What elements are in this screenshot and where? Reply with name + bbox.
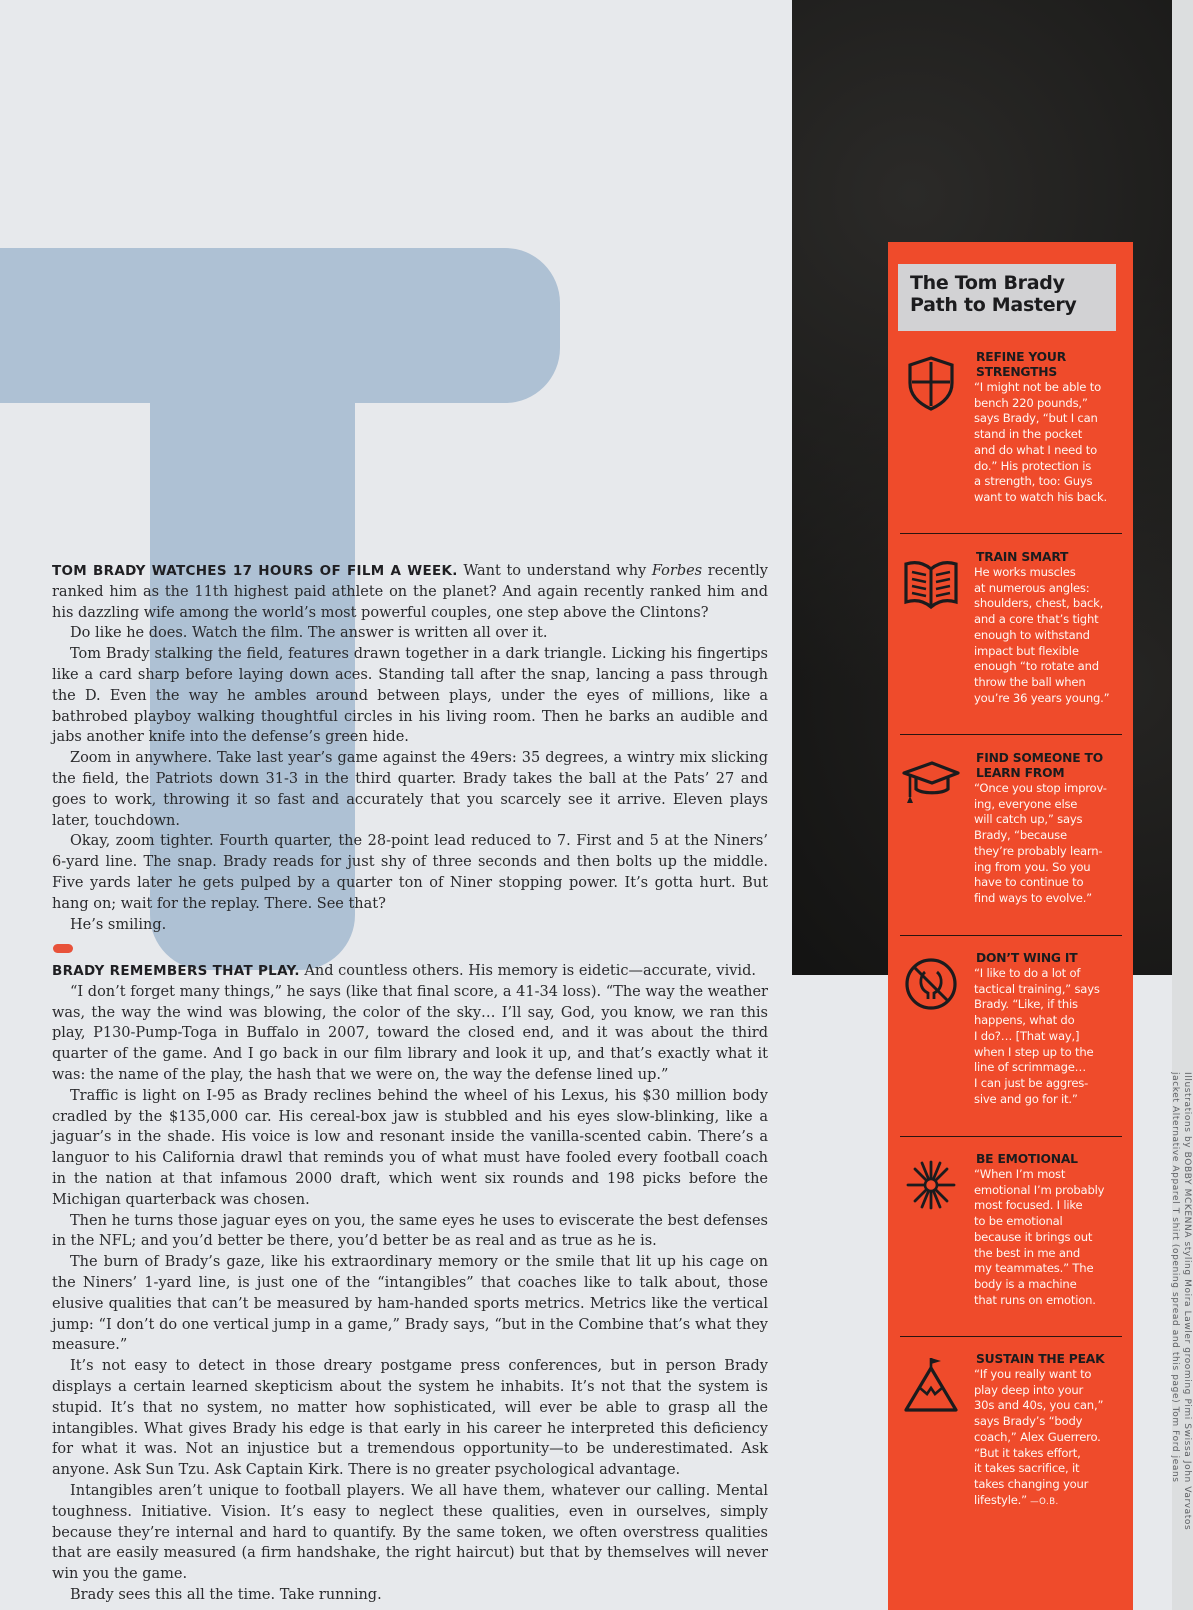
article-paragraph [52, 961, 768, 982]
tip-line: have to continue to [974, 875, 1084, 890]
section-break-marker [53, 944, 73, 953]
article-paragraph: Then he turns those jaguar eyes on you, the same eyes he uses to eviscerate the best defenses in the NFL; and you’d better be there, you’d better be as real and as true as he is. [52, 1212, 768, 1250]
article-paragraph: He’s smiling. [70, 916, 167, 933]
credits-line: jacket Alternative Apparel T shirt (opening spread and this page) Tom Ford jeans [1170, 1072, 1181, 1483]
article-paragraph: “I don’t forget many things,” he says (like that final score, a 41-34 loss). “The way the weather was, the way the wind was blowing, the color of the sky… I’ll say, God, you know, we ran this play, P130-Pump-Toga in Buffalo in 2007, toward the closed end, and it was about the third quarter of the game. And I go back in our film library and look it up, and that’s exactly what it was: the name of the play, the hash that we were on, the way the defense lined up.” [52, 983, 768, 1083]
tip-line: and do what I need to [974, 442, 1098, 457]
tip-heading [976, 1152, 1126, 1167]
credits-line: Illustrations by BOBBY MCKENNA styling Moira Lawler grooming Pimi Swissa John Varvatos [1182, 1072, 1192, 1531]
tip-line: enough to withstand [974, 627, 1090, 642]
tip-line [974, 1493, 1126, 1511]
tip-line: “If you really want to [974, 1367, 1092, 1381]
tip-line: happens, what do [974, 1013, 1075, 1028]
tip-line: “When I’m most [974, 1167, 1066, 1181]
tip-find-someone [888, 747, 1133, 927]
tip-heading [976, 951, 1126, 966]
tip-line: tactical training,” says [974, 981, 1100, 996]
tip-line: will catch up,” says [974, 812, 1083, 827]
tip-heading [976, 550, 1126, 565]
tip-line: do.” His protection is [974, 458, 1092, 473]
tip-text [974, 1167, 1126, 1308]
photo-credits [1162, 1072, 1192, 1542]
tip-line: throw the ball when [974, 674, 1086, 689]
tip-line: coach,” Alex Guerrero. [974, 1429, 1101, 1444]
tip-line: it takes sacrifice, it [974, 1461, 1080, 1476]
tip-heading-line: REFINE YOUR [976, 350, 1066, 364]
tip-be-emotional [888, 1148, 1133, 1328]
tip-heading-line: LEARN FROM [976, 766, 1065, 780]
tip-line: body is a machine [974, 1276, 1077, 1291]
tip-line: impact but flexible [974, 643, 1079, 658]
tip-line: Brady. “Like, if this [974, 997, 1078, 1012]
tip-heading [976, 1352, 1126, 1367]
paragraph-text: Want to understand why [457, 563, 652, 579]
tip-line: a strength, too: Guys [974, 474, 1093, 489]
article-paragraph: It’s not easy to detect in those dreary postgame press conferences, but in person Brady displays a certain learned skepticism about the system he inhabits. It’s not that the system is stupid. It’s that no system, no matter how sophisticated, will ever be able to grasp all the intangibles. What gives Brady his edge is that early in his career he interpreted this deficiency for what it was. Not an injustice but a tremendous opportunity—to be underestimated. Ask anyone. Ask Sun Tzu. Ask Captain Kirk. There is no greater psychological advantage. [52, 1358, 768, 1479]
tip-line: “Once you stop improv- [974, 781, 1107, 795]
tip-line: Brady, “because [974, 828, 1067, 843]
tip-heading-line: DON’T WING IT [976, 951, 1078, 965]
tip-line: enough “to rotate and [974, 659, 1099, 674]
tip-line: I can just be aggres- [974, 1075, 1089, 1090]
tip-divider [900, 1136, 1122, 1137]
publication-name: Forbes [651, 563, 703, 579]
article-paragraph: Intangibles aren’t unique to football players. We all have them, whatever our calling. Mental toughness. Initiative. Vision. It’s easy to neglect these qualities, even in ourselves, simply because they’re internal and hard to quantify. By the same token, we often overstress qualities that are easily measured (a firm handshake, the right haircut) but that by themselves will never win you the game. [52, 1482, 768, 1583]
tip-line: when I step up to the [974, 1044, 1094, 1059]
article-paragraph: Traffic is light on I-95 as Brady reclines behind the wheel of his Lexus, his $30 million body cradled by the $135,000 car. His cereal-box jaw is stubbled and his eyes slow-blinking, like a jaguar’s in the shade. His voice is low and resonant inside the vanilla-scented cabin. There’s a languor to his California drawl that reminds you of what must have fooled every football coach in the nation at that infamous 2000 draft, which went six rounds and 198 picks before the Michigan quarterback was chosen. [52, 1087, 768, 1208]
sidebar-title-line: Path to Mastery [910, 294, 1077, 316]
tip-heading-line: TRAIN SMART [976, 550, 1069, 564]
paragraph-text: recently ranked him as the 11th highest paid athlete on the planet? And again recently ranked him and his dazzling wife among the world’s most powerful couples, one step above the Clintons? [52, 563, 768, 621]
tip-line: they’re probably learn- [974, 843, 1103, 858]
article-section-1 [52, 561, 768, 935]
shield-icon [902, 354, 960, 412]
tip-line-text: lifestyle.” [974, 1492, 1027, 1507]
tip-text [974, 1367, 1126, 1510]
tip-line: the best in me and [974, 1245, 1081, 1260]
tip-dont-wing-it [888, 947, 1133, 1127]
tip-line: He works muscles [974, 565, 1076, 579]
tip-line: ing from you. So you [974, 859, 1091, 874]
tip-train-smart [888, 546, 1133, 726]
tip-line: emotional I’m probably [974, 1182, 1105, 1197]
tip-line: stand in the pocket [974, 427, 1083, 442]
tip-line: play deep into your [974, 1382, 1084, 1397]
tip-line: find ways to evolve.” [974, 890, 1092, 905]
tip-line: because it brings out [974, 1229, 1093, 1244]
tip-text [974, 966, 1126, 1107]
tip-sustain-peak [888, 1348, 1133, 1528]
lead-in: TOM BRADY WATCHES 17 HOURS OF FILM A WEEK. [52, 563, 458, 579]
tip-text [974, 781, 1126, 907]
tip-heading-line: FIND SOMEONE TO [976, 751, 1103, 765]
no-wings-icon [902, 955, 960, 1013]
tip-divider [900, 533, 1122, 534]
tip-line: says Brady’s “body [974, 1414, 1083, 1429]
tip-line: bench 220 pounds,” [974, 395, 1088, 410]
tip-line: at numerous angles: [974, 580, 1090, 595]
tip-refine-strengths [888, 346, 1133, 526]
tip-line: that runs on emotion. [974, 1292, 1096, 1307]
article-paragraph [52, 561, 768, 623]
tip-line: “I like to do a lot of [974, 966, 1081, 980]
sidebar-title-line: The Tom Brady [910, 272, 1065, 294]
tip-line: want to watch his back. [974, 489, 1107, 504]
tip-line: ing, everyone else [974, 796, 1078, 811]
article-paragraph: Tom Brady stalking the field, features drawn together in a dark triangle. Licking his fingertips like a card sharp before laying down aces. Standing tall after the snap, lancing a pass through the D. Even the way he ambles around between plays, under the eyes of millions, like a bathrobed playboy walking thoughtful circles in his living room. Then he barks an audible and jabs another knife into the defense’s green hide. [52, 646, 768, 746]
article-paragraph: Zoom in anywhere. Take last year’s game against the 49ers: 35 degrees, a wintry mix slicking the field, the Patriots down 31-3 in the third quarter. Brady takes the ball at the Pats’ 27 and goes to work, throwing it so fast and accurately that you scarcely see it arrive. Eleven plays later, touchdown. [52, 750, 768, 829]
book-icon [902, 554, 960, 612]
tip-heading [976, 350, 1126, 380]
tip-divider [900, 734, 1122, 735]
sidebar-title [898, 264, 1116, 331]
paragraph-text: And countless others. His memory is eidetic—accurate, vivid. [299, 963, 756, 979]
tip-line: “But it takes effort, [974, 1445, 1081, 1460]
tip-line: shoulders, chest, back, [974, 596, 1104, 611]
author-initials: —O.B. [1026, 1496, 1059, 1507]
graduation-cap-icon [902, 755, 960, 813]
article-paragraph: The burn of Brady’s gaze, like his extraordinary memory or the smile that lit up his cage on the Niners’ 1-yard line, is just one of the “intangibles” that coaches like to talk about, those elusive qualities that can’t be measured by ham-handed sports metrics. Metrics like the vertical jump: “I don’t do one vertical jump in a game,” Brady says, “but in the Combine that’s what they measure.” [52, 1254, 768, 1354]
tip-heading-line: SUSTAIN THE PEAK [976, 1352, 1105, 1366]
tip-heading [976, 751, 1126, 781]
tip-text [974, 380, 1126, 506]
tip-text [974, 565, 1126, 706]
tip-line: “I might not be able to [974, 380, 1101, 394]
tip-line: I do?… [That way,] [974, 1028, 1080, 1043]
tip-heading-line: BE EMOTIONAL [976, 1152, 1078, 1166]
tip-divider [900, 1336, 1122, 1337]
tip-line: sive and go for it.” [974, 1091, 1078, 1106]
lead-in: BRADY REMEMBERS THAT PLAY. [52, 963, 300, 979]
article-paragraph: Brady sees this all the time. Take running. [70, 1586, 382, 1603]
tip-line: to be emotional [974, 1214, 1063, 1229]
tip-line: says Brady, “but I can [974, 411, 1098, 426]
mountain-flag-icon [902, 1356, 960, 1414]
tip-line: and a core that’s tight [974, 612, 1099, 627]
mastery-sidebar [888, 242, 1133, 1610]
article-paragraph: Okay, zoom tighter. Fourth quarter, the 28-point lead reduced to 7. First and 5 at the Niners’ 6-yard line. The snap. Brady reads for just shy of three seconds and then bolts up the middle. Five yards later he gets pulped by a quarter ton of Niner stopping power. It’s gotta hurt. But hang on; wait for the replay. There. See that? [52, 833, 768, 912]
burst-icon [902, 1156, 960, 1214]
tip-line: 30s and 40s, you can,” [974, 1398, 1104, 1413]
tip-line: line of scrimmage… [974, 1060, 1087, 1075]
tip-line: my teammates.” The [974, 1261, 1094, 1276]
tip-line: you’re 36 years young.” [974, 690, 1110, 705]
article-section-2 [52, 961, 768, 1606]
tip-divider [900, 935, 1122, 936]
article-paragraph: Do like he does. Watch the film. The answer is written all over it. [70, 625, 548, 642]
tip-line: takes changing your [974, 1476, 1089, 1491]
tip-line: most focused. I like [974, 1198, 1083, 1213]
tip-heading-line: STRENGTHS [976, 365, 1058, 379]
